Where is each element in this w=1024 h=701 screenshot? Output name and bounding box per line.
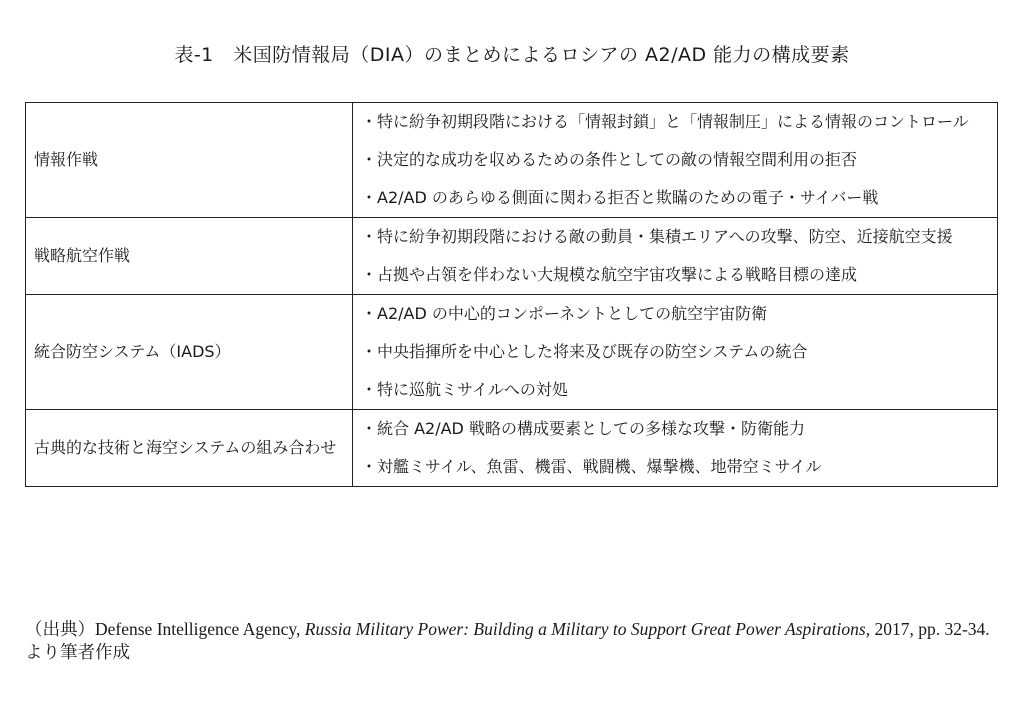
list-item: ・統合 A2/AD 戦略の構成要素としての多様な攻撃・防衛能力 (361, 419, 805, 438)
row-label: 古典的な技術と海空システムの組み合わせ (26, 410, 353, 487)
table-row (26, 410, 998, 487)
source-work-title: Russia Military Power: Building a Military to Support Great Power Aspirations, (304, 619, 871, 639)
row-items (353, 295, 998, 410)
list-item: ・中央指揮所を中心とした将来及び既存の防空システムの統合 (361, 342, 808, 361)
row-label: 戦略航空作戦 (26, 218, 353, 295)
list-item: ・決定的な成功を収めるための条件としての敵の情報空間利用の拒否 (361, 150, 858, 169)
row-label: 統合防空システム（IADS） (26, 295, 353, 410)
list-item: ・A2/AD の中心的コンポーネントとしての航空宇宙防衛 (361, 304, 768, 323)
list-item: ・特に巡航ミサイルへの対処 (361, 380, 568, 399)
list-item: ・特に紛争初期段階における「情報封鎖」と「情報制圧」による情報のコントロール (361, 112, 969, 131)
list-item: ・対艦ミサイル、魚雷、機雷、戦闘機、爆撃機、地帯空ミサイル (361, 457, 822, 476)
source-citation (25, 618, 1000, 664)
row-label: 情報作戦 (26, 103, 353, 218)
table-row (26, 103, 998, 218)
table-title: 表-1 米国防情報局（DIA）のまとめによるロシアの A2/AD 能力の構成要素 (174, 44, 850, 66)
source-suffix: 2017, pp. 32-34.より筆者作成 (25, 619, 990, 662)
row-items (353, 103, 998, 218)
list-item: ・A2/AD のあらゆる側面に関わる拒否と欺瞞のための電子・サイバー戦 (361, 188, 879, 207)
row-items (353, 410, 998, 487)
list-item: ・占拠や占領を伴わない大規模な航空宇宙攻撃による戦略目標の達成 (361, 265, 858, 284)
row-items (353, 218, 998, 295)
table-row (26, 295, 998, 410)
list-item: ・特に紛争初期段階における敵の動員・集積エリアへの攻撃、防空、近接航空支援 (361, 227, 953, 246)
source-prefix: （出典）Defense Intelligence Agency, (25, 619, 305, 639)
table-row (26, 218, 998, 295)
capability-table (25, 102, 998, 487)
